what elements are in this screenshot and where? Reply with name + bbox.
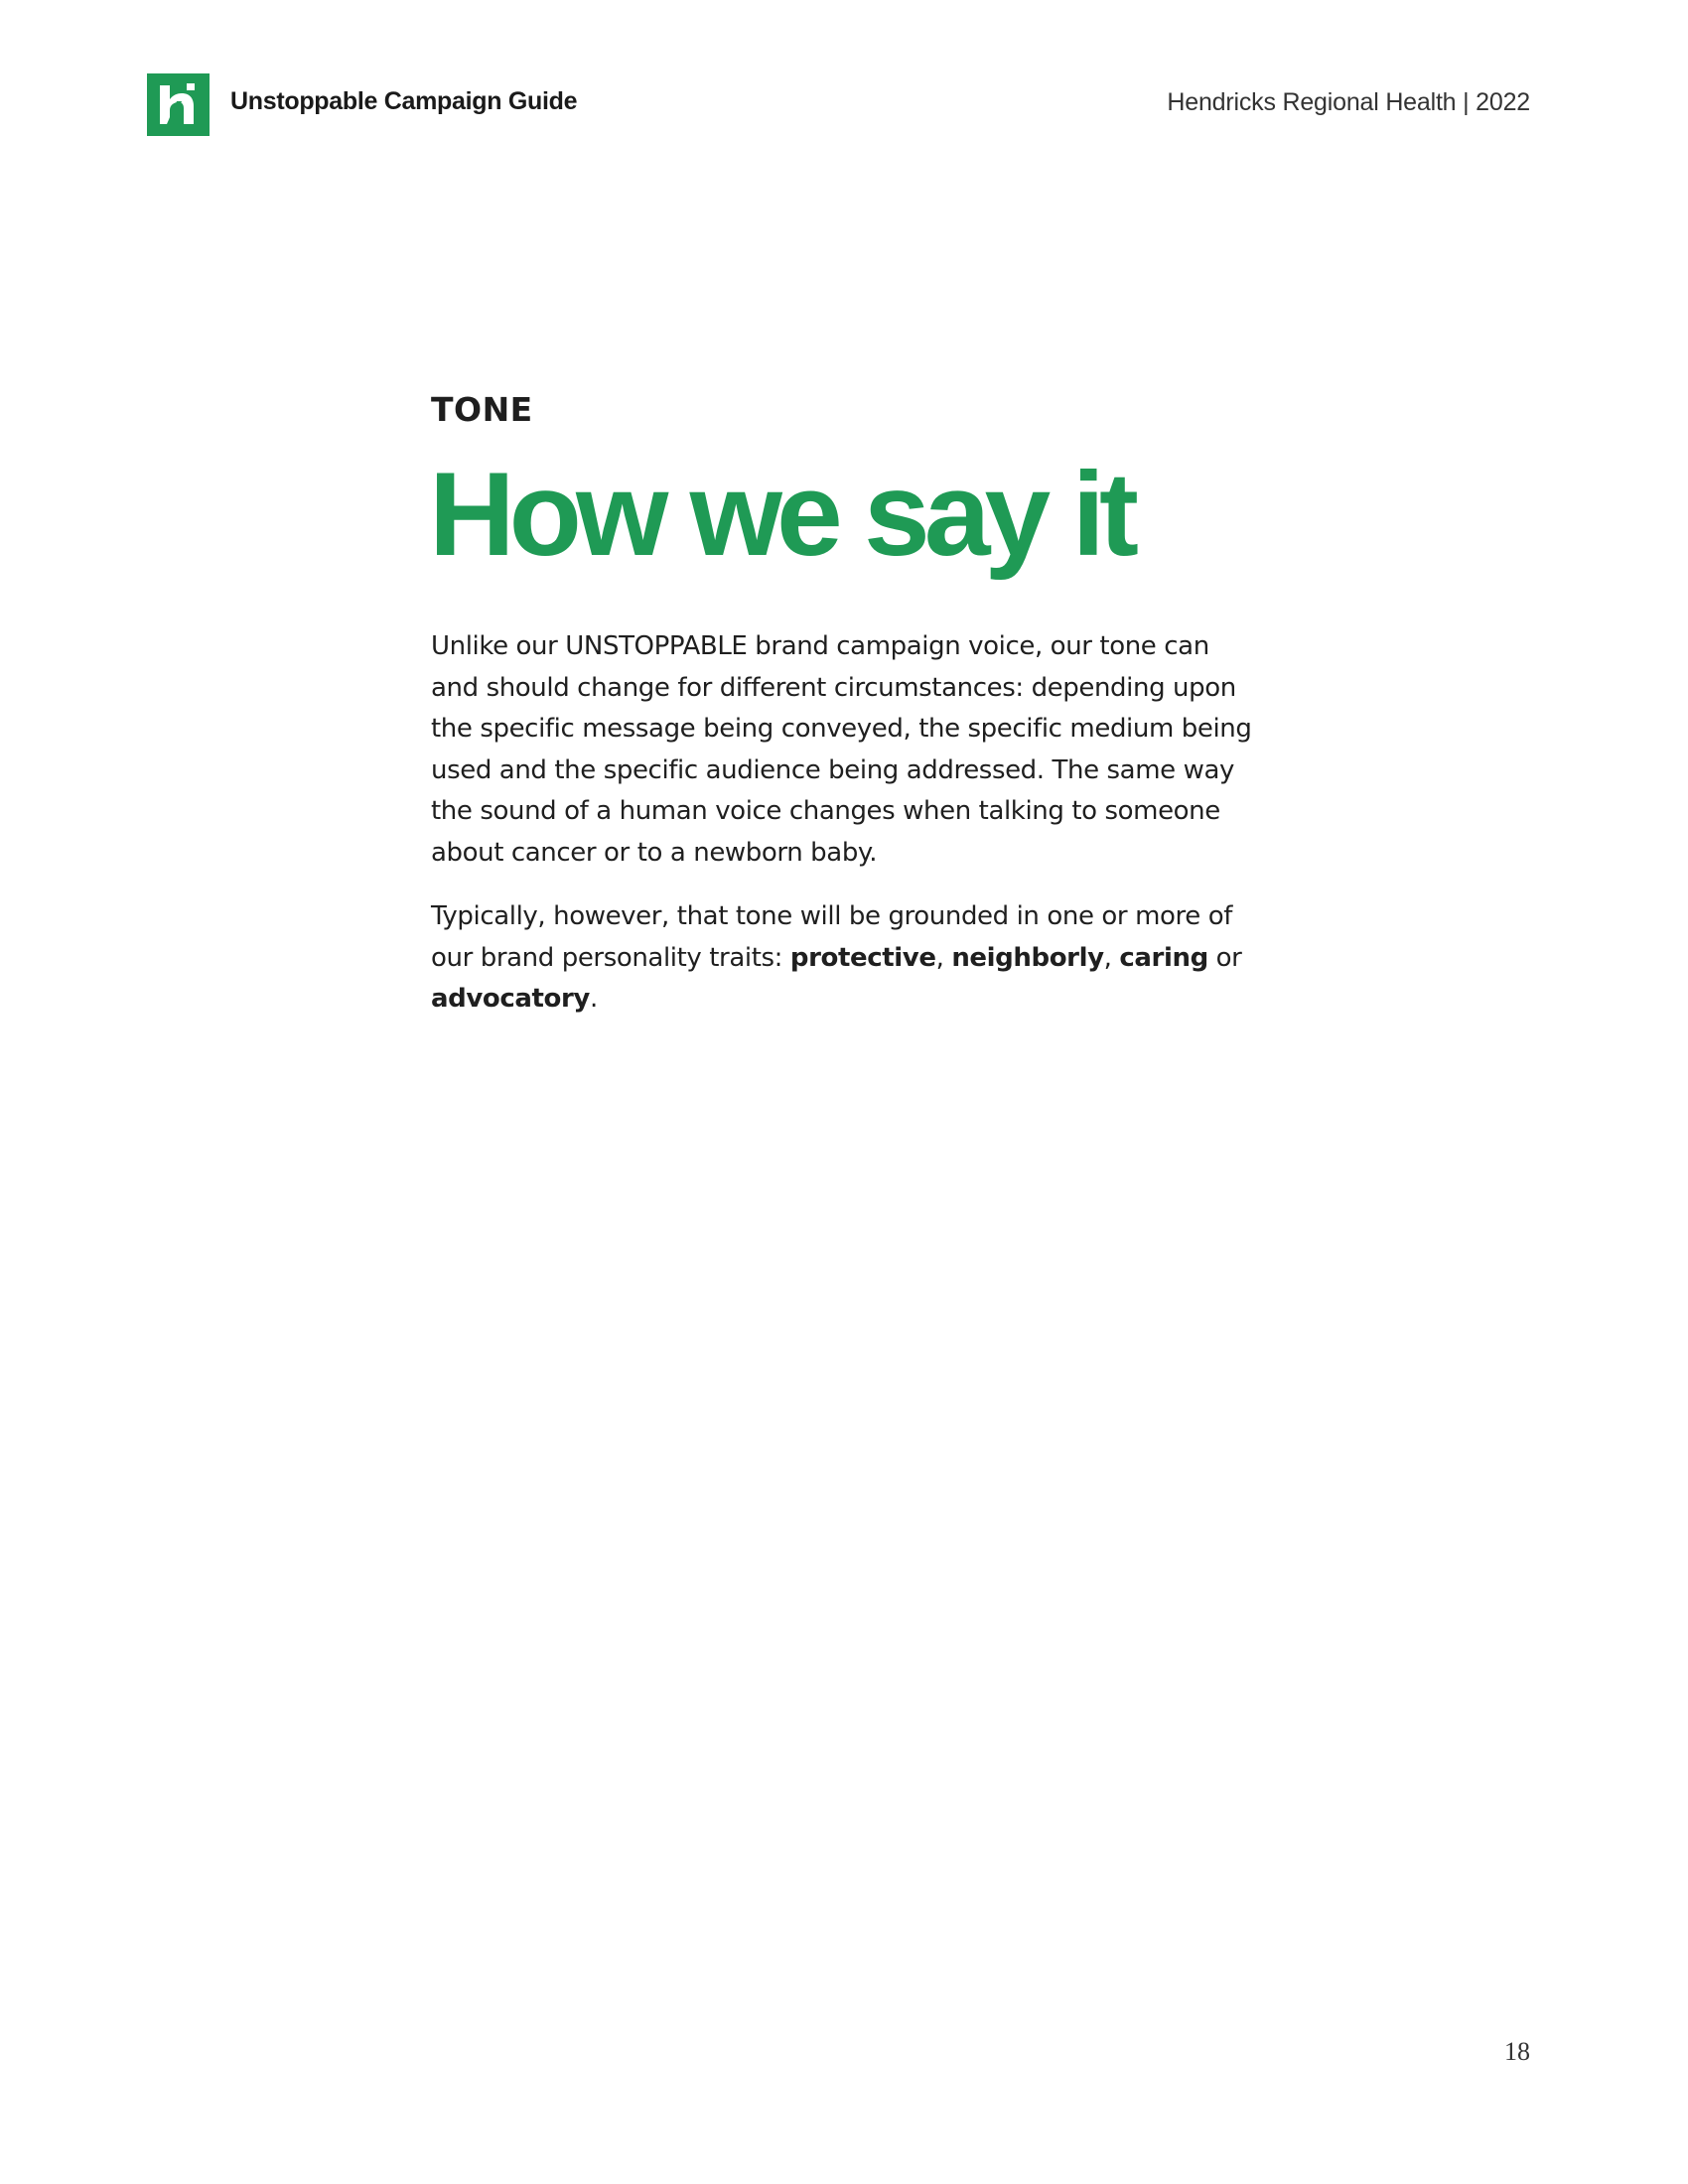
organization-year: Hendricks Regional Health | 2022 [1167,88,1530,116]
trait-protective: protective [789,942,936,973]
separator: or [1207,942,1242,973]
body-paragraph-2 [431,896,1255,1021]
trait-advocatory: advocatory [431,984,590,1014]
brand-logo [147,73,210,136]
paragraph-2-intro: Typically, however, that tone will be grounded in one or more of our brand personality traits: [431,901,1232,973]
trait-neighborly: neighborly [951,942,1104,973]
page-number: 18 [1504,2037,1530,2066]
page-headline: How we say it [429,448,1133,581]
logo-mark-icon [147,73,210,136]
separator: , [935,942,952,973]
paragraph-end: . [590,984,598,1014]
document-title: Unstoppable Campaign Guide [230,87,578,115]
separator: , [1103,942,1120,973]
trait-caring: caring [1119,942,1208,973]
body-paragraph-1: Unlike our UNSTOPPABLE brand campaign voice, our tone can and should change for different circumstances: depending upon the specific message being conveyed, the specific medium being used and the specific audience being addressed. The same way the sound of a human voice changes when talking to someone about cancer or to a newborn baby. [431,631,1252,868]
section-label: TONE [431,390,533,429]
